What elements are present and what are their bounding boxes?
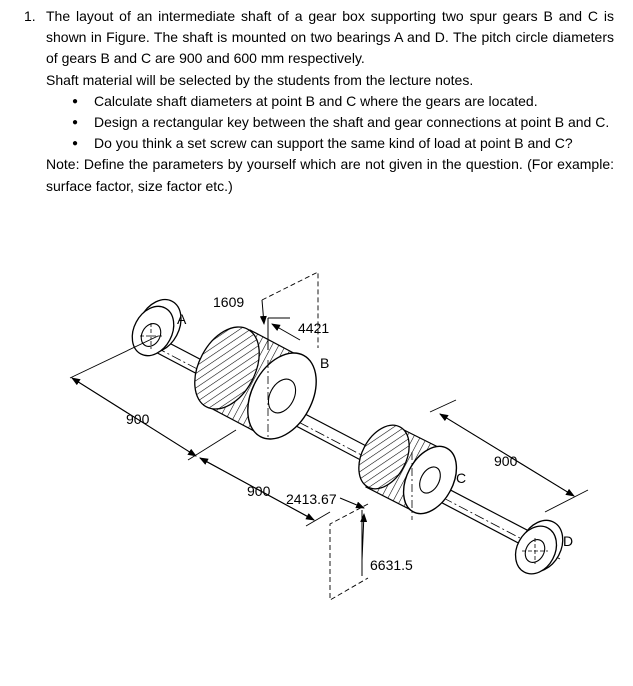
question-intro: The layout of an intermediate shaft of a gear box supporting two spur gears B and C is shown in Figure. The shaft is mounted on two bearings A and D. The pitch circle diameters of gears B and C are 900 and 600 mm respectively.	[46, 8, 614, 67]
bearing-d	[507, 513, 574, 581]
label-bearing-d: D	[563, 533, 574, 549]
label-force-6631: 6631.5	[370, 557, 413, 573]
question-number: 1.	[24, 8, 36, 24]
label-dim-900-left: 900	[126, 411, 150, 427]
bullet-item: ● Calculate shaft diameters at point B and C where the gears are located.	[72, 91, 614, 112]
label-bearing-a: A	[177, 311, 187, 327]
label-dim-900-middle: 900	[247, 483, 271, 499]
question-note: Note: Define the parameters by yourself which are not given in the question. (For example: surface factor, size factor etc.)	[46, 156, 614, 194]
bearing-a	[124, 292, 190, 363]
label-force-1609: 1609	[213, 294, 245, 310]
label-gear-b: B	[320, 355, 330, 371]
label-dim-900-right: 900	[494, 453, 518, 469]
bullet-item: ● Do you think a set screw can support the same kind of load at point B and C?	[72, 133, 614, 154]
label-gear-c: C	[456, 470, 467, 486]
bullet-item: ● Design a rectangular key between the shaft and gear connections at point B and C.	[72, 112, 614, 133]
gear-b	[182, 316, 330, 451]
label-force-4421: 4421	[298, 320, 330, 336]
question-material: Shaft material will be selected by the students from the lecture notes.	[46, 71, 474, 88]
label-force-2413: 2413.67	[286, 491, 337, 507]
